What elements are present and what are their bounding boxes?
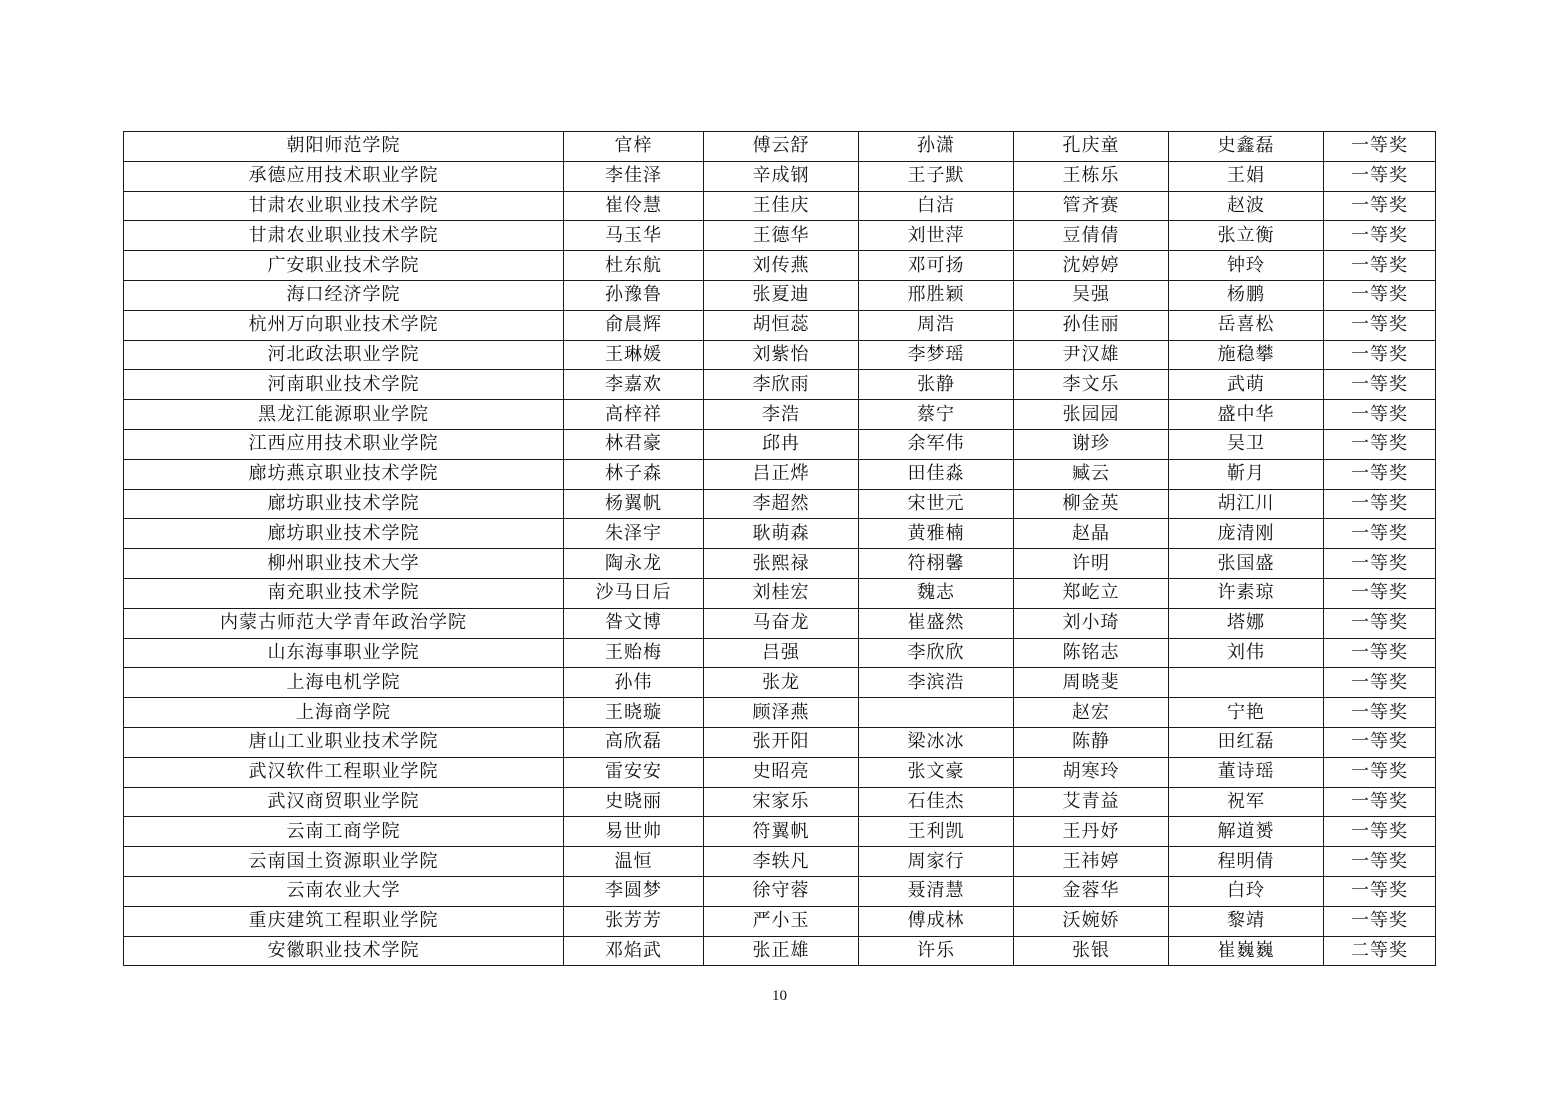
- student-2-cell: 王德华: [704, 221, 859, 251]
- student-2-cell: 刘紫怡: [704, 340, 859, 370]
- table-row: [124, 161, 1436, 191]
- student-2-cell: 傅云舒: [704, 132, 859, 162]
- award-cell: 一等奖: [1324, 578, 1436, 608]
- advisor-2-cell: 杨鹏: [1169, 280, 1324, 310]
- advisor-2-cell: 武萌: [1169, 370, 1324, 400]
- advisor-1-cell: 艾青益: [1014, 787, 1169, 817]
- student-1-cell: 史晓丽: [564, 787, 704, 817]
- student-2-cell: 符翼帆: [704, 817, 859, 847]
- advisor-2-cell: 王娟: [1169, 161, 1324, 191]
- advisor-2-cell: 靳月: [1169, 459, 1324, 489]
- table-row: [124, 280, 1436, 310]
- student-3-cell: 王子默: [859, 161, 1014, 191]
- student-2-cell: 邱冉: [704, 429, 859, 459]
- table-row: [124, 787, 1436, 817]
- advisor-1-cell: 周晓斐: [1014, 668, 1169, 698]
- advisor-2-cell: 程明倩: [1169, 847, 1324, 877]
- student-1-cell: 林君豪: [564, 429, 704, 459]
- student-3-cell: 黄雅楠: [859, 519, 1014, 549]
- student-3-cell: [859, 698, 1014, 728]
- award-cell: 一等奖: [1324, 489, 1436, 519]
- table-row: [124, 906, 1436, 936]
- award-cell: 二等奖: [1324, 936, 1436, 966]
- advisor-1-cell: 管齐赛: [1014, 191, 1169, 221]
- table-row: [124, 429, 1436, 459]
- table-row: [124, 668, 1436, 698]
- table-row: [124, 876, 1436, 906]
- school-cell: 重庆建筑工程职业学院: [124, 906, 564, 936]
- advisor-1-cell: 李文乐: [1014, 370, 1169, 400]
- student-2-cell: 辛成钢: [704, 161, 859, 191]
- advisor-1-cell: 王丹妤: [1014, 817, 1169, 847]
- award-cell: 一等奖: [1324, 817, 1436, 847]
- advisor-2-cell: 张国盛: [1169, 549, 1324, 579]
- advisor-1-cell: 臧云: [1014, 459, 1169, 489]
- student-1-cell: 陶永龙: [564, 549, 704, 579]
- student-1-cell: 温恒: [564, 847, 704, 877]
- student-2-cell: 张熙禄: [704, 549, 859, 579]
- student-3-cell: 李滨浩: [859, 668, 1014, 698]
- student-1-cell: 易世帅: [564, 817, 704, 847]
- student-2-cell: 徐守蓉: [704, 876, 859, 906]
- student-1-cell: 沙马日后: [564, 578, 704, 608]
- table-row: [124, 578, 1436, 608]
- student-2-cell: 马奋龙: [704, 608, 859, 638]
- student-3-cell: 邓可扬: [859, 251, 1014, 281]
- award-cell: 一等奖: [1324, 310, 1436, 340]
- student-3-cell: 符栩馨: [859, 549, 1014, 579]
- student-2-cell: 王佳庆: [704, 191, 859, 221]
- student-2-cell: 吕正烨: [704, 459, 859, 489]
- school-cell: 朝阳师范学院: [124, 132, 564, 162]
- table-row: [124, 698, 1436, 728]
- student-1-cell: 高梓祥: [564, 400, 704, 430]
- student-1-cell: 王琳媛: [564, 340, 704, 370]
- table-row: [124, 459, 1436, 489]
- table-row: [124, 489, 1436, 519]
- table-body: [124, 132, 1436, 966]
- advisor-1-cell: 陈铭志: [1014, 638, 1169, 668]
- award-cell: 一等奖: [1324, 370, 1436, 400]
- school-cell: 黑龙江能源职业学院: [124, 400, 564, 430]
- award-cell: 一等奖: [1324, 161, 1436, 191]
- student-3-cell: 邢胜颖: [859, 280, 1014, 310]
- student-2-cell: 刘桂宏: [704, 578, 859, 608]
- student-3-cell: 石佳杰: [859, 787, 1014, 817]
- award-cell: 一等奖: [1324, 429, 1436, 459]
- advisor-2-cell: 胡江川: [1169, 489, 1324, 519]
- student-1-cell: 昝文博: [564, 608, 704, 638]
- student-2-cell: 李轶凡: [704, 847, 859, 877]
- student-3-cell: 聂清慧: [859, 876, 1014, 906]
- advisor-2-cell: 解道赟: [1169, 817, 1324, 847]
- table-row: [124, 608, 1436, 638]
- student-1-cell: 朱泽宇: [564, 519, 704, 549]
- student-3-cell: 王利凯: [859, 817, 1014, 847]
- table-row: [124, 638, 1436, 668]
- advisor-1-cell: 赵晶: [1014, 519, 1169, 549]
- award-cell: 一等奖: [1324, 251, 1436, 281]
- advisor-2-cell: 盛中华: [1169, 400, 1324, 430]
- advisor-2-cell: 庞清刚: [1169, 519, 1324, 549]
- student-3-cell: 周家行: [859, 847, 1014, 877]
- student-1-cell: 杨翼帆: [564, 489, 704, 519]
- student-1-cell: 崔伶慧: [564, 191, 704, 221]
- advisor-1-cell: 沃婉娇: [1014, 906, 1169, 936]
- student-1-cell: 王贻梅: [564, 638, 704, 668]
- student-3-cell: 田佳淼: [859, 459, 1014, 489]
- student-3-cell: 傅成林: [859, 906, 1014, 936]
- school-cell: 山东海事职业学院: [124, 638, 564, 668]
- advisor-2-cell: 施稳攀: [1169, 340, 1324, 370]
- table-row: [124, 310, 1436, 340]
- table-row: [124, 817, 1436, 847]
- advisor-1-cell: 谢珍: [1014, 429, 1169, 459]
- school-cell: 杭州万向职业技术学院: [124, 310, 564, 340]
- award-cell: 一等奖: [1324, 400, 1436, 430]
- table-row: [124, 340, 1436, 370]
- student-1-cell: 李佳泽: [564, 161, 704, 191]
- advisor-2-cell: 塔娜: [1169, 608, 1324, 638]
- student-1-cell: 高欣磊: [564, 727, 704, 757]
- advisor-1-cell: 豆倩倩: [1014, 221, 1169, 251]
- table-row: [124, 936, 1436, 966]
- advisor-2-cell: 赵波: [1169, 191, 1324, 221]
- school-cell: 廊坊职业技术学院: [124, 489, 564, 519]
- awards-table: [123, 131, 1436, 966]
- student-2-cell: 李欣雨: [704, 370, 859, 400]
- school-cell: 安徽职业技术学院: [124, 936, 564, 966]
- student-2-cell: 刘传燕: [704, 251, 859, 281]
- table-row: [124, 221, 1436, 251]
- award-cell: 一等奖: [1324, 757, 1436, 787]
- school-cell: 甘肃农业职业技术学院: [124, 191, 564, 221]
- table-row: [124, 727, 1436, 757]
- student-3-cell: 梁冰冰: [859, 727, 1014, 757]
- school-cell: 承德应用技术职业学院: [124, 161, 564, 191]
- advisor-1-cell: 张银: [1014, 936, 1169, 966]
- advisor-1-cell: 孙佳丽: [1014, 310, 1169, 340]
- student-1-cell: 俞晨辉: [564, 310, 704, 340]
- award-cell: 一等奖: [1324, 698, 1436, 728]
- student-3-cell: 李梦瑶: [859, 340, 1014, 370]
- advisor-2-cell: [1169, 668, 1324, 698]
- award-cell: 一等奖: [1324, 638, 1436, 668]
- school-cell: 上海电机学院: [124, 668, 564, 698]
- award-cell: 一等奖: [1324, 340, 1436, 370]
- school-cell: 武汉商贸职业学院: [124, 787, 564, 817]
- student-3-cell: 蔡宁: [859, 400, 1014, 430]
- advisor-2-cell: 田红磊: [1169, 727, 1324, 757]
- advisor-1-cell: 张园园: [1014, 400, 1169, 430]
- student-1-cell: 邓焰武: [564, 936, 704, 966]
- student-2-cell: 顾泽燕: [704, 698, 859, 728]
- student-1-cell: 官梓: [564, 132, 704, 162]
- advisor-1-cell: 郑屹立: [1014, 578, 1169, 608]
- school-cell: 河南职业技术学院: [124, 370, 564, 400]
- award-cell: 一等奖: [1324, 906, 1436, 936]
- student-3-cell: 宋世元: [859, 489, 1014, 519]
- student-2-cell: 张正雄: [704, 936, 859, 966]
- school-cell: 廊坊职业技术学院: [124, 519, 564, 549]
- award-cell: 一等奖: [1324, 191, 1436, 221]
- award-cell: 一等奖: [1324, 727, 1436, 757]
- student-3-cell: 许乐: [859, 936, 1014, 966]
- table-row: [124, 847, 1436, 877]
- student-1-cell: 王晓璇: [564, 698, 704, 728]
- student-2-cell: 宋家乐: [704, 787, 859, 817]
- advisor-1-cell: 孔庆童: [1014, 132, 1169, 162]
- advisor-1-cell: 沈婷婷: [1014, 251, 1169, 281]
- student-2-cell: 严小玉: [704, 906, 859, 936]
- advisor-1-cell: 王栋乐: [1014, 161, 1169, 191]
- school-cell: 广安职业技术学院: [124, 251, 564, 281]
- page-number: 10: [772, 988, 787, 1004]
- student-3-cell: 崔盛然: [859, 608, 1014, 638]
- school-cell: 上海商学院: [124, 698, 564, 728]
- school-cell: 云南农业大学: [124, 876, 564, 906]
- school-cell: 南充职业技术学院: [124, 578, 564, 608]
- student-1-cell: 雷安安: [564, 757, 704, 787]
- advisor-1-cell: 王祎婷: [1014, 847, 1169, 877]
- table-row: [124, 191, 1436, 221]
- student-3-cell: 李欣欣: [859, 638, 1014, 668]
- advisor-1-cell: 胡寒玲: [1014, 757, 1169, 787]
- student-1-cell: 张芳芳: [564, 906, 704, 936]
- award-cell: 一等奖: [1324, 668, 1436, 698]
- student-2-cell: 张龙: [704, 668, 859, 698]
- student-3-cell: 白洁: [859, 191, 1014, 221]
- student-2-cell: 李浩: [704, 400, 859, 430]
- school-cell: 柳州职业技术大学: [124, 549, 564, 579]
- award-cell: 一等奖: [1324, 608, 1436, 638]
- student-3-cell: 张文豪: [859, 757, 1014, 787]
- advisor-2-cell: 吴卫: [1169, 429, 1324, 459]
- school-cell: 内蒙古师范大学青年政治学院: [124, 608, 564, 638]
- student-2-cell: 史昭亮: [704, 757, 859, 787]
- table-row: [124, 519, 1436, 549]
- student-1-cell: 林子森: [564, 459, 704, 489]
- advisor-1-cell: 尹汉雄: [1014, 340, 1169, 370]
- advisor-1-cell: 吴强: [1014, 280, 1169, 310]
- student-3-cell: 张静: [859, 370, 1014, 400]
- student-3-cell: 孙潇: [859, 132, 1014, 162]
- school-cell: 河北政法职业学院: [124, 340, 564, 370]
- student-1-cell: 李圆梦: [564, 876, 704, 906]
- student-2-cell: 耿萌森: [704, 519, 859, 549]
- student-2-cell: 吕强: [704, 638, 859, 668]
- award-cell: 一等奖: [1324, 221, 1436, 251]
- advisor-2-cell: 史鑫磊: [1169, 132, 1324, 162]
- student-3-cell: 余军伟: [859, 429, 1014, 459]
- student-1-cell: 马玉华: [564, 221, 704, 251]
- advisor-2-cell: 白玲: [1169, 876, 1324, 906]
- school-cell: 廊坊燕京职业技术学院: [124, 459, 564, 489]
- school-cell: 云南工商学院: [124, 817, 564, 847]
- advisor-2-cell: 黎靖: [1169, 906, 1324, 936]
- advisor-2-cell: 董诗瑶: [1169, 757, 1324, 787]
- school-cell: 海口经济学院: [124, 280, 564, 310]
- advisor-2-cell: 钟玲: [1169, 251, 1324, 281]
- student-2-cell: 张夏迪: [704, 280, 859, 310]
- student-1-cell: 杜东航: [564, 251, 704, 281]
- table-row: [124, 370, 1436, 400]
- table-row: [124, 549, 1436, 579]
- school-cell: 江西应用技术职业学院: [124, 429, 564, 459]
- advisor-2-cell: 崔巍巍: [1169, 936, 1324, 966]
- advisor-1-cell: 金蓉华: [1014, 876, 1169, 906]
- table-row: [124, 757, 1436, 787]
- student-2-cell: 张开阳: [704, 727, 859, 757]
- table-row: [124, 251, 1436, 281]
- award-cell: 一等奖: [1324, 519, 1436, 549]
- award-cell: 一等奖: [1324, 787, 1436, 817]
- advisor-1-cell: 柳金英: [1014, 489, 1169, 519]
- advisor-2-cell: 刘伟: [1169, 638, 1324, 668]
- student-1-cell: 李嘉欢: [564, 370, 704, 400]
- school-cell: 武汉软件工程职业学院: [124, 757, 564, 787]
- school-cell: 甘肃农业职业技术学院: [124, 221, 564, 251]
- table-row: [124, 400, 1436, 430]
- student-1-cell: 孙豫鲁: [564, 280, 704, 310]
- award-cell: 一等奖: [1324, 280, 1436, 310]
- student-1-cell: 孙伟: [564, 668, 704, 698]
- student-2-cell: 李超然: [704, 489, 859, 519]
- advisor-2-cell: 宁艳: [1169, 698, 1324, 728]
- table-row: [124, 132, 1436, 162]
- school-cell: 唐山工业职业技术学院: [124, 727, 564, 757]
- advisor-2-cell: 岳喜松: [1169, 310, 1324, 340]
- award-cell: 一等奖: [1324, 549, 1436, 579]
- award-cell: 一等奖: [1324, 132, 1436, 162]
- award-cell: 一等奖: [1324, 847, 1436, 877]
- advisor-2-cell: 张立衡: [1169, 221, 1324, 251]
- advisor-1-cell: 陈静: [1014, 727, 1169, 757]
- advisor-1-cell: 赵宏: [1014, 698, 1169, 728]
- school-cell: 云南国土资源职业学院: [124, 847, 564, 877]
- student-3-cell: 魏志: [859, 578, 1014, 608]
- student-3-cell: 周浩: [859, 310, 1014, 340]
- student-2-cell: 胡恒蕊: [704, 310, 859, 340]
- advisor-2-cell: 祝军: [1169, 787, 1324, 817]
- advisor-1-cell: 刘小琦: [1014, 608, 1169, 638]
- award-cell: 一等奖: [1324, 459, 1436, 489]
- award-cell: 一等奖: [1324, 876, 1436, 906]
- student-3-cell: 刘世萍: [859, 221, 1014, 251]
- advisor-2-cell: 许素琼: [1169, 578, 1324, 608]
- advisor-1-cell: 许明: [1014, 549, 1169, 579]
